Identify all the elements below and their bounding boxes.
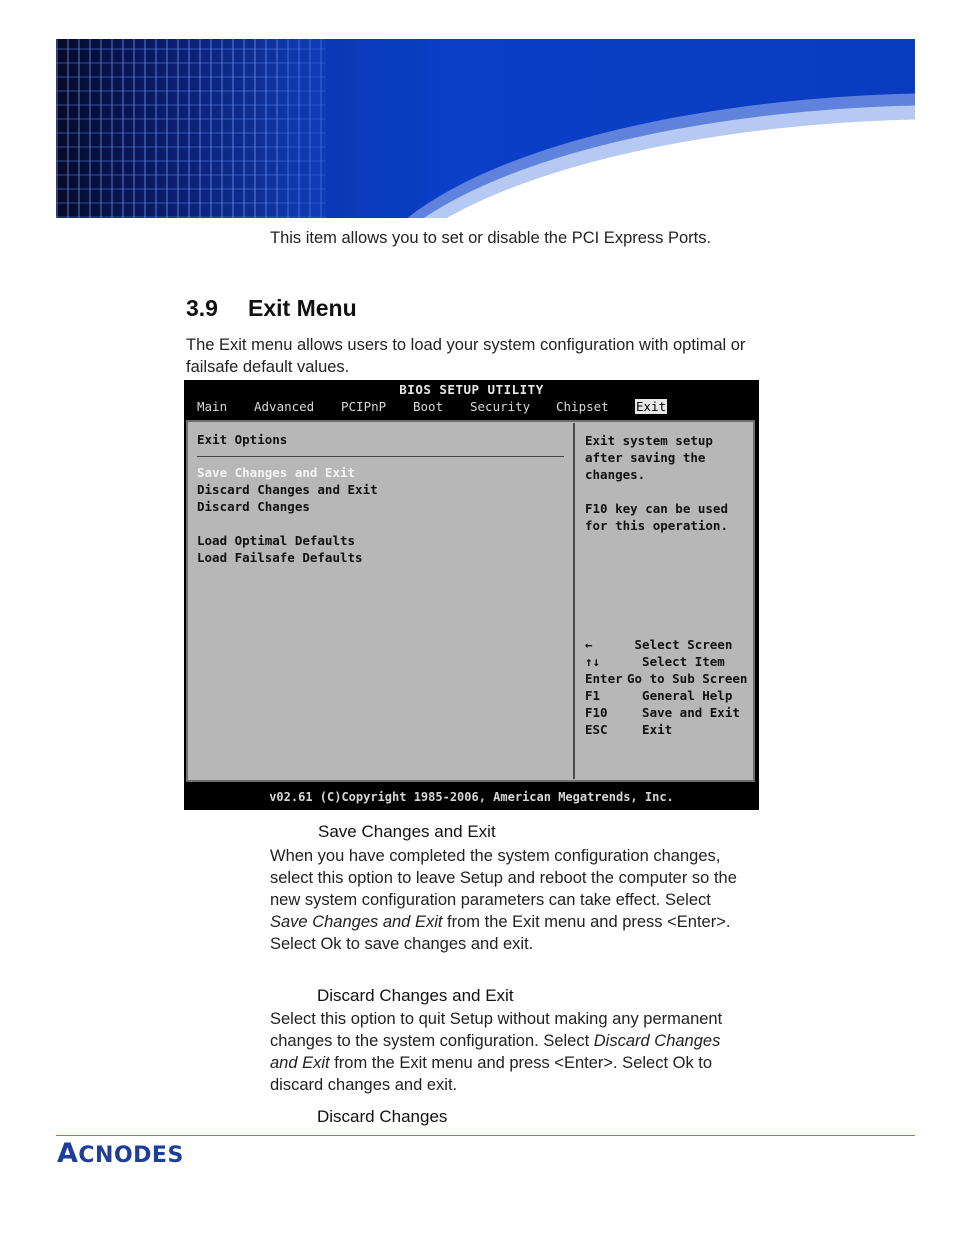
desc-italic: Discard Changes and Exit [270, 1032, 721, 1072]
bios-option-discard-exit: Discard Changes and Exit [197, 482, 378, 497]
bios-menu-main: Main [197, 399, 228, 414]
bios-menu-advanced: Advanced [254, 399, 315, 414]
desc-text: from the Exit menu and press <Enter>. Select Ok to save changes and exit. [270, 913, 731, 953]
logo-initial: A [57, 1138, 79, 1169]
item-title-discard-exit: Discard Changes and Exit [317, 986, 514, 1005]
bios-key-action: Select Item [627, 654, 725, 669]
intro-paragraph: The Exit menu allows users to load your system configuration with optimal or failsafe default values. [186, 336, 746, 376]
bios-copyright: v02.61 (C)Copyright 1985-2006, American Megatrends, Inc. [269, 790, 674, 804]
bios-key: ↑↓ [585, 654, 601, 669]
bios-key-action: Save and Exit [627, 705, 740, 720]
bios-menu-security: Security [470, 399, 531, 414]
bios-key-row [585, 687, 747, 704]
section-title [186, 295, 357, 322]
bios-option-load-failsafe: Load Failsafe Defaults [197, 550, 363, 565]
bios-key-row [585, 670, 747, 687]
bios-option-load-optimal: Load Optimal Defaults [197, 533, 356, 548]
item-title-discard: Discard Changes [317, 1107, 448, 1126]
bios-key-legend [585, 636, 747, 738]
bios-key-row [585, 704, 747, 721]
desc-text: from the Exit menu and press <Enter>. Select Ok to discard changes and exit. [270, 1054, 713, 1094]
footer-rule [56, 1135, 915, 1136]
bios-options-heading: Exit Options [197, 432, 288, 447]
bios-help-pane [585, 432, 755, 534]
bios-key: F10 [585, 705, 608, 720]
bios-screenshot [184, 380, 759, 810]
bios-key-row [585, 636, 747, 653]
bios-key: ← [585, 637, 593, 652]
bios-key-action: Exit [627, 722, 673, 737]
bios-key-action: Go to Sub Screen [627, 671, 748, 686]
bios-menu-pcipnp: PCIPnP [341, 399, 387, 414]
bios-key: Enter [585, 671, 623, 686]
desc-text: Select this option to quit Setup without making any permanent changes to the system configuration. Select [270, 1010, 723, 1050]
bios-menu-chipset: Chipset [556, 399, 609, 414]
banner-swoosh [356, 119, 915, 218]
bios-menubar [184, 398, 759, 418]
logo-text: CNODES [78, 1143, 184, 1168]
bios-help-text-2: F10 key can be used for this operation. [585, 501, 728, 533]
bios-key: ESC [585, 722, 608, 737]
header-banner [56, 39, 915, 218]
bios-menu-exit: Exit [636, 399, 667, 414]
bios-title: BIOS SETUP UTILITY [399, 382, 544, 397]
desc-italic: Save Changes and Exit [270, 913, 443, 931]
bios-key-row [585, 721, 747, 738]
bios-key-row [585, 653, 747, 670]
bios-menu-boot: Boot [413, 399, 444, 414]
item-title-save-exit: Save Changes and Exit [318, 822, 496, 841]
bios-help-text-1: Exit system setup after saving the changes. [585, 433, 713, 482]
bios-options-pane [197, 432, 564, 566]
bios-option-discard: Discard Changes [197, 499, 310, 514]
acnodes-logo [57, 1138, 184, 1169]
bios-key: F1 [585, 688, 601, 703]
item-desc-discard-exit [270, 1008, 750, 1096]
bios-key-action: Select Screen [627, 637, 733, 652]
bios-key-action: General Help [627, 688, 733, 703]
item-desc-save-exit [270, 845, 750, 955]
caption-text: This item allows you to set or disable the PCI Express Ports. [270, 229, 712, 247]
section-heading: Exit Menu [248, 295, 357, 321]
bios-option-save-exit: Save Changes and Exit [197, 465, 356, 480]
desc-text: When you have completed the system configuration changes, select this option to leave Setup and reboot the computer so the new system configuration parameters can take effect. Select [270, 847, 737, 909]
section-number: 3.9 [186, 295, 218, 321]
